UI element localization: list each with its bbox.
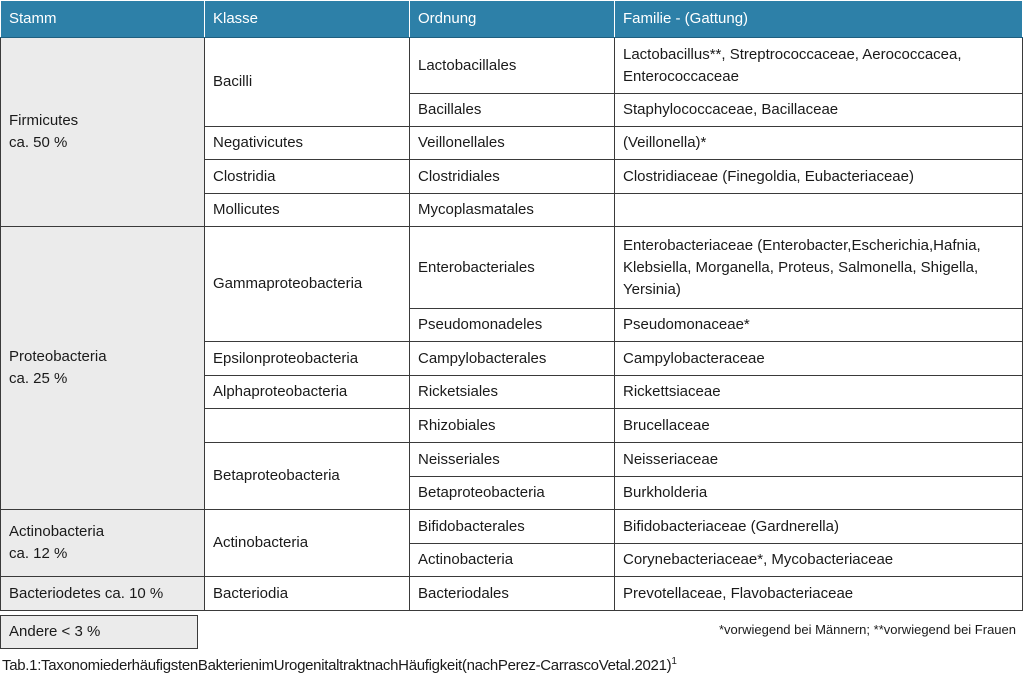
familie-cell: Lactobacillus**, Streptrococcaceae, Aerococcacea, Enterococcaceae: [615, 38, 1023, 94]
ordnung-cell: Bifidobacterales: [410, 510, 615, 544]
familie-cell: Bifidobacteriaceae (Gardnerella): [615, 510, 1023, 544]
stamm-share: ca. 50 %: [9, 134, 68, 151]
familie-cell: Rickettsiaceae: [615, 376, 1023, 409]
table-row: [1, 38, 1023, 94]
table-row: [1, 510, 1023, 544]
caption-text: Tab.1:TaxonomiederhäufigstenBakterienimUrogenitaltraktnachHäufigkeit(nachPerez-CarrascoVetal.2021): [2, 657, 672, 674]
stamm-name: Actinobacteria: [9, 523, 105, 540]
stamm-name: Firmicutes: [9, 112, 79, 129]
familie-cell: Clostridiaceae (Finegoldia, Eubacteriaceae): [615, 160, 1023, 194]
klasse-cell: Actinobacteria: [205, 510, 410, 577]
stamm-cell-proteobacteria: [1, 227, 205, 510]
stamm-name: Proteobacteria: [9, 348, 107, 365]
klasse-cell: Negativicutes: [205, 127, 410, 160]
familie-cell: Prevotellaceae, Flavobacteriaceae: [615, 577, 1023, 611]
table-caption: [2, 655, 677, 677]
ordnung-cell: Betaproteobacteria: [410, 477, 615, 510]
familie-cell: Pseudomonaceae*: [615, 309, 1023, 342]
header-klasse: Klasse: [205, 1, 410, 38]
klasse-cell: Epsilonproteobacteria: [205, 342, 410, 376]
ordnung-cell: Bacillales: [410, 94, 615, 127]
stamm-share: ca. 12 %: [9, 545, 68, 562]
stamm-cell-bacteriodetes: Bacteriodetes ca. 10 %: [1, 577, 205, 611]
ordnung-cell: Campylobacterales: [410, 342, 615, 376]
familie-cell: Corynebacteriaceae*, Mycobacteriaceae: [615, 544, 1023, 577]
klasse-cell: Bacteriodia: [205, 577, 410, 611]
familie-cell: Staphylococcaceae, Bacillaceae: [615, 94, 1023, 127]
stamm-cell-firmicutes: [1, 38, 205, 227]
familie-cell: Brucellaceae: [615, 409, 1023, 443]
ordnung-cell: Bacteriodales: [410, 577, 615, 611]
ordnung-cell: Actinobacteria: [410, 544, 615, 577]
familie-cell: Burkholderia: [615, 477, 1023, 510]
header-ordnung: Ordnung: [410, 1, 615, 38]
klasse-cell: Betaproteobacteria: [205, 443, 410, 510]
table-row: [1, 227, 1023, 309]
ordnung-cell: Lactobacillales: [410, 38, 615, 94]
klasse-cell: Gammaproteobacteria: [205, 227, 410, 342]
klasse-cell: [205, 409, 410, 443]
klasse-cell: Alphaproteobacteria: [205, 376, 410, 409]
ordnung-cell: Enterobacteriales: [410, 227, 615, 309]
header-stamm: Stamm: [1, 1, 205, 38]
ordnung-cell: Mycoplasmatales: [410, 194, 615, 227]
klasse-cell: Bacilli: [205, 38, 410, 127]
ordnung-cell: Neisseriales: [410, 443, 615, 477]
header-row: [1, 1, 1023, 38]
familie-cell: [615, 194, 1023, 227]
table-row: [1, 577, 1023, 611]
familie-cell: Enterobacteriaceae (Enterobacter,Escherichia,Hafnia, Klebsiella, Morganella, Proteus, Salmonella, Shigella, Yersinia): [615, 227, 1023, 309]
ordnung-cell: Clostridiales: [410, 160, 615, 194]
klasse-cell: Clostridia: [205, 160, 410, 194]
stamm-cell-actinobacteria: [1, 510, 205, 577]
andere-cell: Andere < 3 %: [0, 615, 198, 649]
ordnung-cell: Ricketsiales: [410, 376, 615, 409]
footnote: *vorwiegend bei Männern; **vorwiegend bei Frauen: [718, 622, 1016, 637]
klasse-cell: Mollicutes: [205, 194, 410, 227]
stamm-share: ca. 25 %: [9, 370, 68, 387]
familie-cell: Neisseriaceae: [615, 443, 1023, 477]
familie-cell: (Veillonella)*: [615, 127, 1023, 160]
familie-cell: Campylobacteraceae: [615, 342, 1023, 376]
ordnung-cell: Rhizobiales: [410, 409, 615, 443]
header-familie: Familie - (Gattung): [615, 1, 1023, 38]
ordnung-cell: Veillonellales: [410, 127, 615, 160]
ordnung-cell: Pseudomonadeles: [410, 309, 615, 342]
caption-reference: 1: [671, 656, 677, 667]
